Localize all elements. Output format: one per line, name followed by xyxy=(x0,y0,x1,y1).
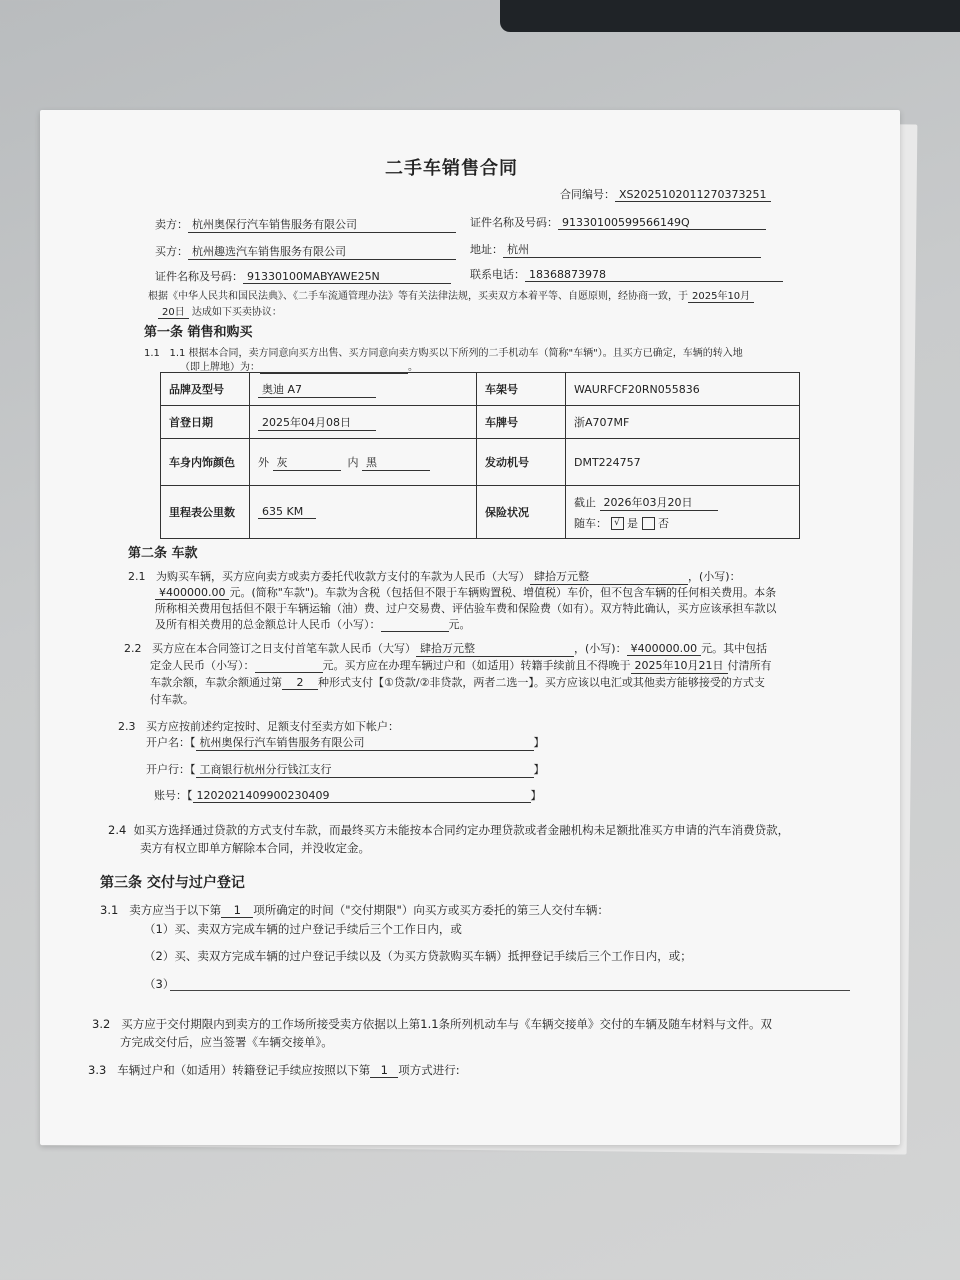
contract-number: 合同编号： XS2025102011270373251 xyxy=(560,186,771,202)
no-checkbox xyxy=(642,517,655,530)
color-value: 外 灰 内 黑 xyxy=(250,439,477,486)
article-2-heading: 第二条 车款 xyxy=(128,546,198,561)
clause-3-3: 3.3 车辆过户和（如适用）转籍登记手续应按照以下第 1 项方式进行: xyxy=(88,1063,460,1077)
insurance-value: 截止 2026年03月20日 随车： √ 是 否 xyxy=(566,486,800,539)
brand-value: 奥迪 A7 xyxy=(250,373,477,406)
clause-2-1: 2.1 为购买车辆，买方应向卖方或卖方委托代收款方支付的车款为人民币（大写） 肆拾万元整 ，(小写)： xyxy=(128,570,741,583)
insurance-label: 保险状况 xyxy=(477,486,566,539)
color-label: 车身内饰颜色 xyxy=(161,439,250,486)
article-1-heading: 第一条 销售和购买 xyxy=(144,325,253,340)
clause-1-1: 1.1 1.1 根据本合同，卖方同意向买方出售、买方同意向卖方购买以下所列的二手机动车（简称"车辆"）。且买方已确定，车辆的转入地 xyxy=(144,348,743,359)
account-name-row: 开户名：【 杭州奥保行汽车销售服务有限公司 】 xyxy=(146,736,545,749)
clause-2-4-cont: 卖方有权立即单方解除本合同，并没收定金。 xyxy=(140,841,370,855)
option-2: （2）买、卖双方完成车辆的过户登记手续以及（为买方贷款购买车辆）抵押登记手续后三个工作日内，或； xyxy=(144,949,692,963)
phone-row: 联系电话： 18368873978 xyxy=(470,266,783,282)
buyer-id-row: 证件名称及号码： 91330100MABYAWE25N xyxy=(155,268,451,284)
clause-2-1-line-2: ¥400000.00 元。(简称"车款")。车款为含税（包括但不限于车辆购置税、增值税）车价，但不包含车辆的任何相关费用。本条 xyxy=(155,584,776,600)
engine-value: DMT224757 xyxy=(566,439,800,486)
article-3-heading: 第三条 交付与过户登记 xyxy=(100,875,245,891)
laptop-edge xyxy=(500,0,960,32)
yes-checkbox: √ xyxy=(611,517,624,530)
clause-2-3: 2.3 买方应按前述约定按时、足额支付至卖方如下帐户： xyxy=(118,720,399,733)
clause-2-2: 2.2 买方应在本合同签订之日支付首笔车款人民币（大写） 肆拾万元整 ，(小写)： ¥400000.00 元。其中包括 xyxy=(124,642,768,655)
reg-date-value: 2025年04月08日 xyxy=(250,406,477,439)
clause-2-1-line-4: 及所有相关费用的总金额总计人民币（小写）： 元。 xyxy=(155,618,471,631)
seller-id-row: 证件名称及号码： 91330100599566149Q xyxy=(470,214,766,230)
vin-label: 车架号 xyxy=(477,373,566,406)
seller-row: 卖方： 杭州奥保行汽车销售服务有限公司 xyxy=(155,216,456,233)
address-row: 地址： 杭州 xyxy=(470,241,761,258)
preamble: 根据《中华人民共和国民法典》、《二手车流通管理办法》等有关法律法规，买卖双方本着平等、自愿原则，经协商一致，于 2025年10月 xyxy=(148,287,754,303)
mileage-label: 里程表公里数 xyxy=(161,486,250,539)
clause-3-2: 3.2 买方应于交付期限内到卖方的工作场所接受卖方依据以上第1.1条所列机动车与《车辆交接单》交付的车辆及随车材料与文件。双 xyxy=(92,1017,773,1031)
engine-label: 发动机号 xyxy=(477,439,566,486)
clause-2-2-line-4: 付车款。 xyxy=(150,693,194,706)
mileage-value: 635 KM xyxy=(250,486,477,539)
contract-page xyxy=(40,110,900,1145)
brand-label: 品牌及型号 xyxy=(161,373,250,406)
option-1: （1）买、卖双方完成车辆的过户登记手续后三个工作日内，或 xyxy=(144,922,462,936)
vin-value: WAURFCF20RN055836 xyxy=(566,373,800,406)
bank-row: 开户行：【 工商银行杭州分行钱江支行 】 xyxy=(146,763,545,776)
plate-value: 浙A707MF xyxy=(566,406,800,439)
clause-2-1-line-3: 所称相关费用包括但不限于车辆运输（油）费、过户交易费、评估验车费和保险费（如有）。双方特此确认，买方应该承担车款以 xyxy=(155,602,777,615)
vehicle-table xyxy=(160,372,800,539)
plate-label: 车牌号 xyxy=(477,406,566,439)
clause-3-1: 3.1 卖方应当于以下第 1 项所确定的时间（"交付期限"）向买方或买方委托的第三人交付车辆： xyxy=(100,903,609,917)
clause-1-1-cont: （即上牌地）为： 。 xyxy=(180,362,418,373)
preamble-end: 20日 达成如下买卖协议： xyxy=(158,303,282,319)
clause-3-2-cont: 方完成交付后，应当签署《车辆交接单》。 xyxy=(120,1035,333,1049)
option-3-blank xyxy=(170,990,850,991)
clause-2-4: 2.4 如买方选择通过贷款的方式支付车款，而最终买方未能按本合同约定办理贷款或者金融机构未足额批准买方申请的汽车消费贷款， xyxy=(108,823,790,837)
clause-2-2-line-2: 定金人民币（小写）： 元。买方应在办理车辆过户和（如适用）转籍手续前且不得晚于 2025年10月21日 付清所有 xyxy=(150,659,772,672)
reg-date-label: 首登日期 xyxy=(161,406,250,439)
page-title: 二手车销售合同 xyxy=(385,158,518,179)
buyer-row: 买方： 杭州趣选汽车销售服务有限公司 xyxy=(155,243,456,260)
clause-2-2-line-3: 车款余额，车款余额通过第 2 种形式支付【①贷款/②非贷款，两者二选一】。买方应该以电汇或其他卖方能够接受的方式支 xyxy=(150,676,765,689)
option-3: （3） xyxy=(144,977,175,991)
account-number-row: 账号：【 1202021409900230409 】 xyxy=(154,789,542,802)
